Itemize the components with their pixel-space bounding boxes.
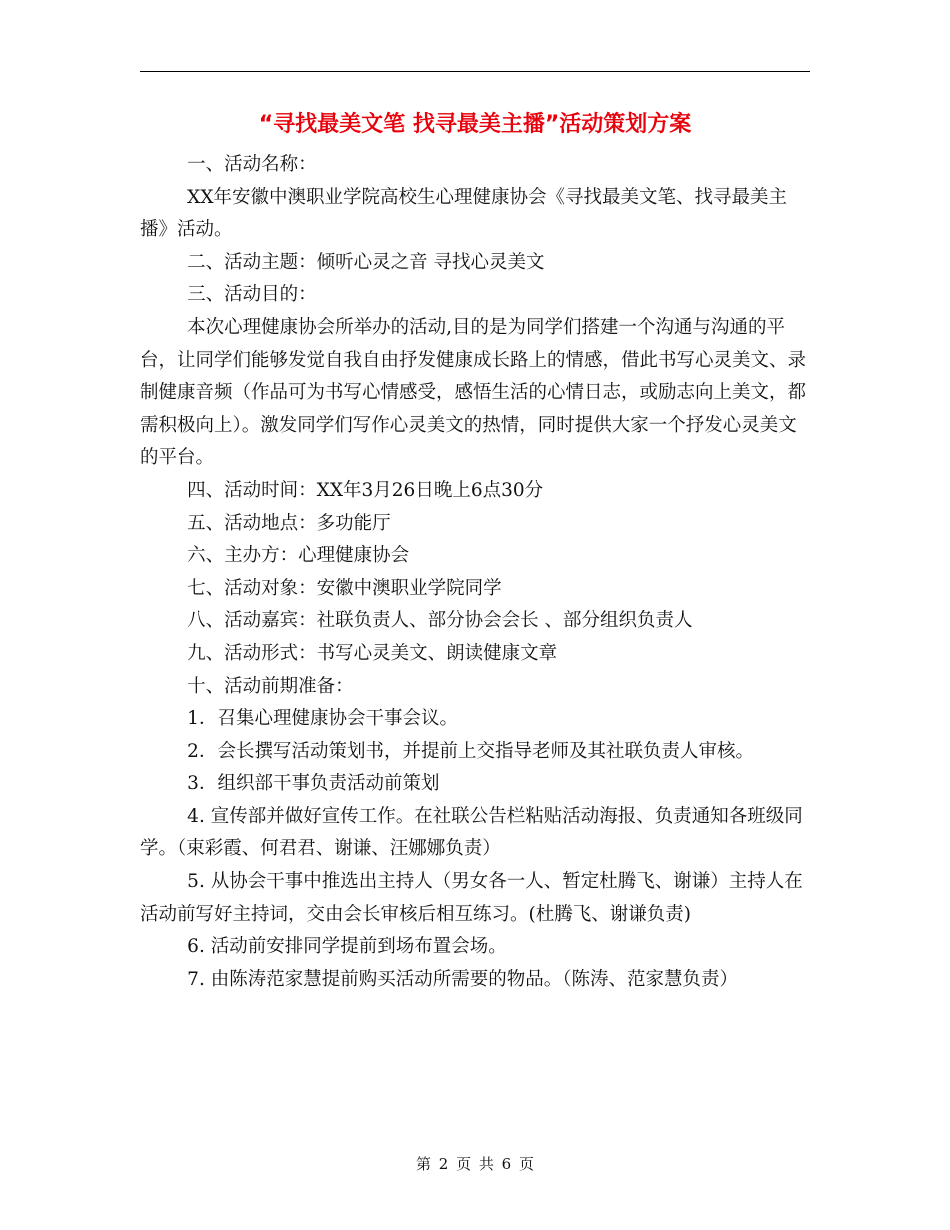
prep-item-1: 1．召集心理健康协会干事会议。 <box>187 708 458 730</box>
paragraph-purpose-text: 本次心理健康协会所举办的活动,目的是为同学们搭建一个沟通与沟通的平台，让同学们能够发觉自我自由抒发健康成长路上的情感，借此书写心灵美文、录制健康音频（作品可为书写心情感受，感悟生活的心情日志，或励志向上美文，都需积极向上）。激发同学们写作心灵美文的热情，同时提供大家一个抒发心灵美文的平台。 <box>140 316 807 469</box>
page-footer: 第 2 页 共 6 页 <box>416 1155 534 1173</box>
prep-item-4: 4. 宣传部并做好宣传工作。在社联公告栏粘贴活动海报、负责通知各班级同学。（束彩霞、何君君、谢谦、汪娜娜负责） <box>140 805 803 860</box>
section-format: 九、活动形式：书写心灵美文、朗读健康文章 <box>187 642 558 664</box>
section-preparation: 十、活动前期准备： <box>187 675 354 697</box>
paragraph-activity-name-text: XX年安徽中澳职业学院高校生心理健康协会《寻找最美文笔、找寻最美主播》活动。 <box>140 186 788 241</box>
document-body <box>140 149 810 996</box>
section-activity-time: 四、活动时间：XX年3月26日晚上6点30分 <box>187 479 544 501</box>
section-audience: 七、活动对象：安徽中澳职业学院同学 <box>187 577 502 599</box>
section-organizer: 六、主办方：心理健康协会 <box>187 545 410 567</box>
prep-item-3: 3．组织部干事负责活动前策划 <box>187 773 440 795</box>
section-activity-theme: 二、活动主题：倾听心灵之音 寻找心灵美文 <box>187 251 545 273</box>
document-title: “寻找最美文笔 找寻最美主播”活动策划方案 <box>258 112 692 137</box>
prep-item-2: 2．会长撰写活动策划书，并提前上交指导老师及其社联负责人审核。 <box>187 740 754 762</box>
section-activity-location: 五、活动地点：多功能厅 <box>187 512 391 534</box>
section-guests: 八、活动嘉宾：社联负责人、部分协会会长 、部分组织负责人 <box>187 610 693 632</box>
prep-item-7: 7. 由陈涛范家慧提前购买活动所需要的物品。（陈涛、范家慧负责） <box>187 968 738 990</box>
prep-item-6: 6. 活动前安排同学提前到场布置会场。 <box>187 936 507 958</box>
section-activity-purpose: 三、活动目的： <box>187 284 317 306</box>
section-activity-name: 一、活动名称： <box>187 154 317 175</box>
prep-item-5: 5. 从协会干事中推选出主持人（男女各一人、暂定杜腾飞、谢谦）主持人在活动前写好主持词，交由会长审核后相互练习。(杜腾飞、谢谦负责) <box>140 871 803 925</box>
header-rule <box>140 71 810 72</box>
